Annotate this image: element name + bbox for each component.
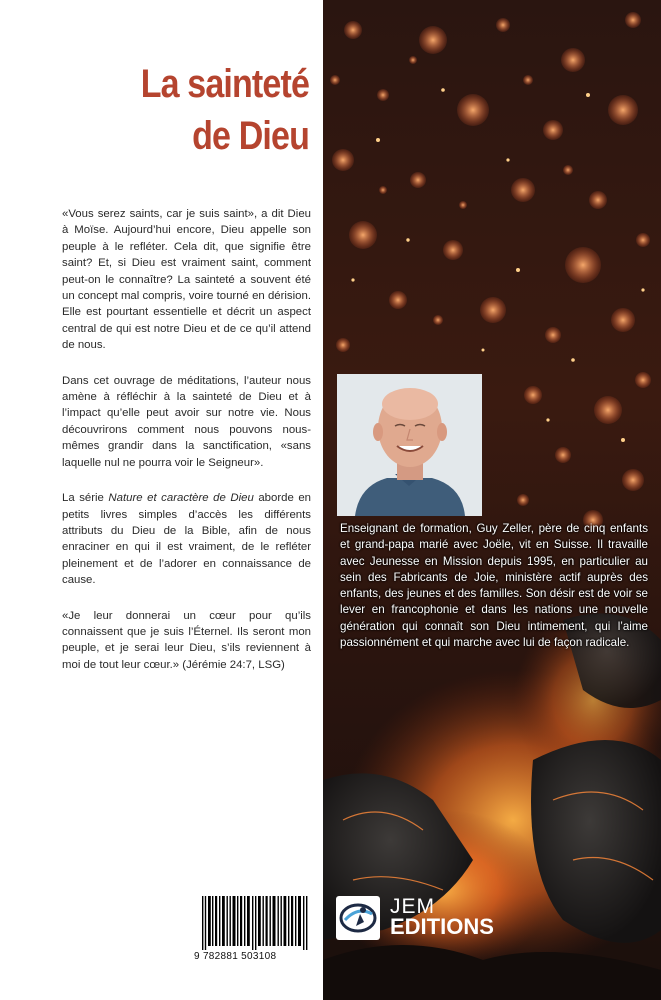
description-paragraph-3: [62, 490, 311, 588]
isbn-barcode: [194, 896, 310, 966]
series-intro-text: La série: [62, 492, 109, 505]
book-description: [62, 206, 311, 692]
author-biography: Enseignant de formation, Guy Zeller, père de cinq enfants et grand-papa marié avec Joële, vit en Suisse. Il travaille avec Jeunesse en Mission depuis 1995, en particulier au sein des Fabricants de Joie, ministère actif auprès des enfants, des jeunes et des familles. Son désir est de voir se lever en francophonie et dans les nations une nouvelle génération qui connaît son Dieu intimement, qui l’aime passionnément et qui marche avec lui de façon radicale.: [340, 522, 648, 650]
description-paragraph-1: «Vous serez saints, car je suis saint», a dit Dieu à Moïse. Aujourd’hui encore, Dieu appelle son peuple à le refléter. Cela dit, que signifie être saint? Et, si Dieu est vraiment saint, comment peut-on le connaître? La sainteté a souvent été un concept mal compris, voire tourné en dérision. Elle est pourtant essentielle et décrit un aspect central de qui est notre Dieu et de ce qu’il attend de nous.: [62, 208, 311, 352]
back-cover-left-panel: [0, 0, 323, 1000]
series-name: Nature et caractère de Dieu: [108, 492, 254, 505]
jem-logo-icon: [336, 896, 380, 940]
bible-quote-reference: (Jérémie 24:7, LSG): [182, 658, 285, 671]
book-title-line-1: La sainteté: [140, 62, 309, 106]
author-portrait-photo: [337, 374, 482, 516]
publisher-logo: [336, 896, 526, 940]
author-portrait-illustration: [337, 374, 482, 516]
publisher-name-line-2: EDITIONS: [390, 914, 494, 939]
description-paragraph-2: Dans cet ouvrage de méditations, l’auteur nous amène à réfléchir à la sainteté de Dieu et à l’impact qu’elle peut avoir sur notre vie. Nous découvrirons comment nous pouvons nous-mêmes grandir dans la sanctification, «sans laquelle nul ne pourra voir le Seigneur».: [62, 374, 311, 469]
book-title: [88, 58, 309, 162]
publisher-name-line-1: JEM: [390, 895, 435, 918]
series-description-text: aborde en petits livres simples d’accès les différents attributs du Dieu de la Bible, afin de nous enraciner en qui il est vraiment, de le refléter pleinement et de l’adorer en connaissance de cause.: [62, 492, 311, 587]
bible-quote-text: «Je leur donnerai un cœur pour qu’ils connaissent que je suis l’Éternel. Ils seront mon peuple, et je serai leur Dieu, s’ils reviennent à moi de tout leur cœur.»: [62, 609, 311, 671]
barcode-bars: [202, 896, 310, 950]
bible-quote: [62, 608, 311, 674]
book-title-line-2: de Dieu: [192, 114, 309, 158]
isbn-digits: 9 782881 503108: [194, 951, 277, 962]
